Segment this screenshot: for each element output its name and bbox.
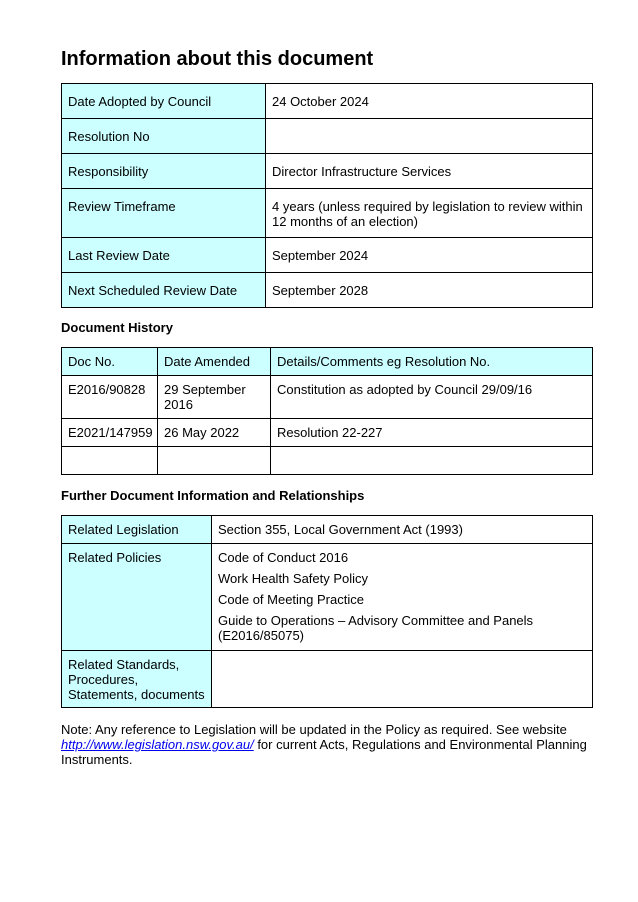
table-header-row — [62, 348, 593, 376]
table-row — [62, 238, 593, 273]
table-row — [62, 376, 593, 419]
table-row — [62, 516, 593, 544]
info-label: Review Timeframe — [62, 189, 266, 238]
column-header: Details/Comments eg Resolution No. — [271, 348, 593, 376]
policy-item: Guide to Operations – Advisory Committee and Panels (E2016/85075) — [218, 613, 534, 643]
related-legislation-value: Section 355, Local Government Act (1993) — [212, 516, 593, 544]
table-row — [62, 419, 593, 447]
policy-item: Work Health Safety Policy — [218, 571, 369, 586]
table-row — [62, 189, 593, 238]
table-row — [62, 544, 593, 651]
column-header: Date Amended — [158, 348, 271, 376]
related-policies-label: Related Policies — [62, 544, 212, 651]
info-value: Director Infrastructure Services — [266, 154, 593, 189]
info-value: September 2024 — [266, 238, 593, 273]
info-label: Date Adopted by Council — [62, 84, 266, 119]
note-text-before: Note: Any reference to Legislation will be updated in the Policy as required. See website — [61, 722, 567, 737]
policy-item: Code of Conduct 2016 — [218, 550, 349, 565]
table-row — [62, 154, 593, 189]
doc-number — [62, 447, 158, 475]
info-label: Resolution No — [62, 119, 266, 154]
info-label: Last Review Date — [62, 238, 266, 273]
info-value: 24 October 2024 — [266, 84, 593, 119]
table-row — [62, 119, 593, 154]
table-row — [62, 273, 593, 308]
details: Constitution as adopted by Council 29/09/16 — [271, 376, 593, 419]
info-label: Responsibility — [62, 154, 266, 189]
date-amended: 29 September 2016 — [158, 376, 271, 419]
table-row — [62, 447, 593, 475]
table-row — [62, 651, 593, 708]
history-heading: Document History — [61, 320, 173, 335]
related-legislation-label: Related Legislation — [62, 516, 212, 544]
further-info-heading: Further Document Information and Relationships — [61, 488, 365, 503]
info-value: September 2028 — [266, 273, 593, 308]
doc-number: E2016/90828 — [62, 376, 158, 419]
policy-item: Code of Meeting Practice — [218, 592, 364, 607]
details: Resolution 22-227 — [271, 419, 593, 447]
relationships-table — [61, 515, 593, 708]
legislation-link[interactable]: http://www.legislation.nsw.gov.au/ — [61, 737, 254, 752]
details — [271, 447, 593, 475]
note-text-after: for current Acts, Regulations and Environmental Planning Instruments. — [61, 737, 587, 767]
info-label: Next Scheduled Review Date — [62, 273, 266, 308]
info-value — [266, 119, 593, 154]
doc-number: E2021/147959 — [62, 419, 158, 447]
page-title: Information about this document — [61, 48, 374, 70]
table-row — [62, 84, 593, 119]
related-standards-label: Related Standards, Procedures, Statements, documents — [62, 651, 212, 708]
legislation-note — [61, 722, 592, 767]
info-value: 4 years (unless required by legislation to review within 12 months of an election) — [266, 189, 593, 238]
related-standards-value — [212, 651, 593, 708]
date-amended — [158, 447, 271, 475]
related-policies-list — [212, 544, 593, 651]
date-amended: 26 May 2022 — [158, 419, 271, 447]
history-table — [61, 347, 593, 475]
column-header: Doc No. — [62, 348, 158, 376]
info-table — [61, 83, 593, 308]
